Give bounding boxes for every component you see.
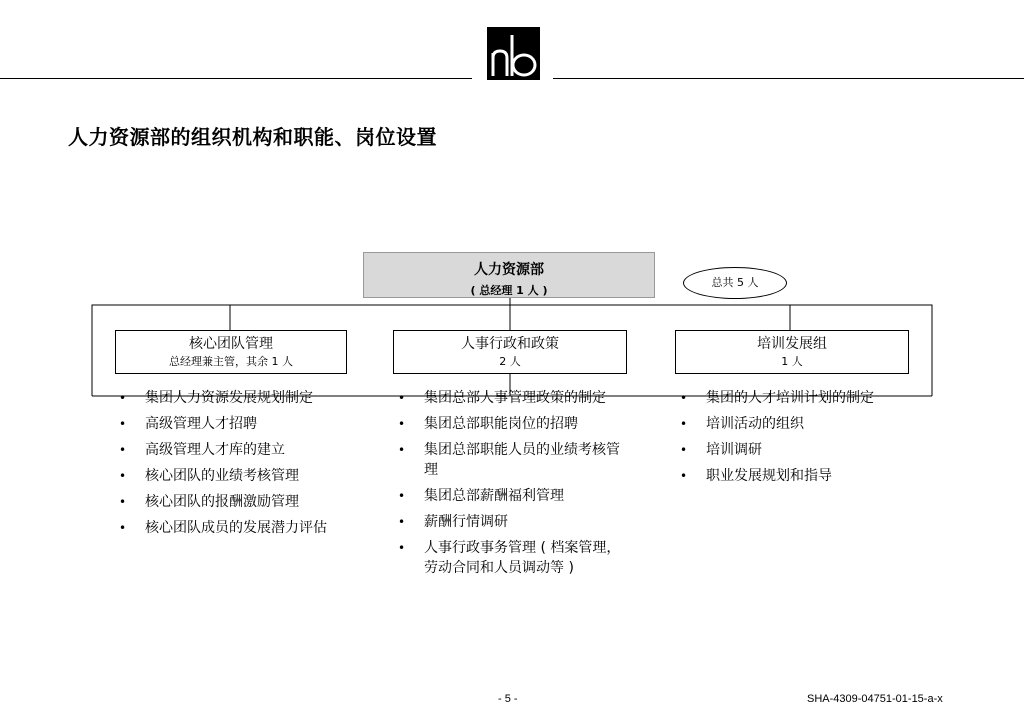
top-department-headcount: ( 总经理 1 人 ) <box>470 284 548 297</box>
list-item: • 集团总部职能岗位的招聘 <box>395 414 627 434</box>
page-number: - 5 - <box>498 693 518 705</box>
list-item: • 集团总部职能人员的业绩考核管理 <box>395 440 627 480</box>
duties-list-core-team <box>116 388 334 544</box>
unit-headcount: 总经理兼主管，其余 1 人 <box>169 355 293 368</box>
unit-name: 培训发展组 <box>757 336 827 352</box>
unit-name: 核心团队管理 <box>189 336 273 352</box>
list-item: • 核心团队的业绩考核管理 <box>116 466 334 486</box>
list-item: • 薪酬行情调研 <box>395 512 627 532</box>
list-item: • 培训调研 <box>677 440 917 460</box>
list-item: • 集团人力资源发展规划制定 <box>116 388 334 408</box>
list-item: • 核心团队成员的发展潜力评估 <box>116 518 334 538</box>
org-top-department <box>363 252 655 298</box>
list-item: • 集团总部人事管理政策的制定 <box>395 388 627 408</box>
total-headcount-badge: 总共 5 人 <box>683 267 787 299</box>
list-item: • 集团总部薪酬福利管理 <box>395 486 627 506</box>
list-item: • 培训活动的组织 <box>677 414 917 434</box>
unit-core-team <box>115 330 347 374</box>
duties-list-hr-admin-policy <box>395 388 627 584</box>
list-item: • 人事行政事务管理 ( 档案管理，劳动合同和人员调动等 ) <box>395 538 627 578</box>
document-id: SHA-4309-04751-01-15-a-x <box>807 693 943 705</box>
list-item: • 高级管理人才招聘 <box>116 414 334 434</box>
unit-training-development <box>675 330 909 374</box>
list-item: • 高级管理人才库的建立 <box>116 440 334 460</box>
unit-name: 人事行政和政策 <box>461 336 559 352</box>
unit-headcount: 1 人 <box>781 355 803 368</box>
duties-list-training-development <box>677 388 917 492</box>
list-item: • 核心团队的报酬激励管理 <box>116 492 334 512</box>
list-item: • 职业发展规划和指导 <box>677 466 917 486</box>
top-department-name: 人力资源部 <box>474 262 544 278</box>
unit-headcount: 2 人 <box>499 355 521 368</box>
page-title: 人力资源部的组织机构和职能、岗位设置 <box>68 125 437 149</box>
unit-hr-admin-policy <box>393 330 627 374</box>
list-item: • 集团的人才培训计划的制定 <box>677 388 917 408</box>
